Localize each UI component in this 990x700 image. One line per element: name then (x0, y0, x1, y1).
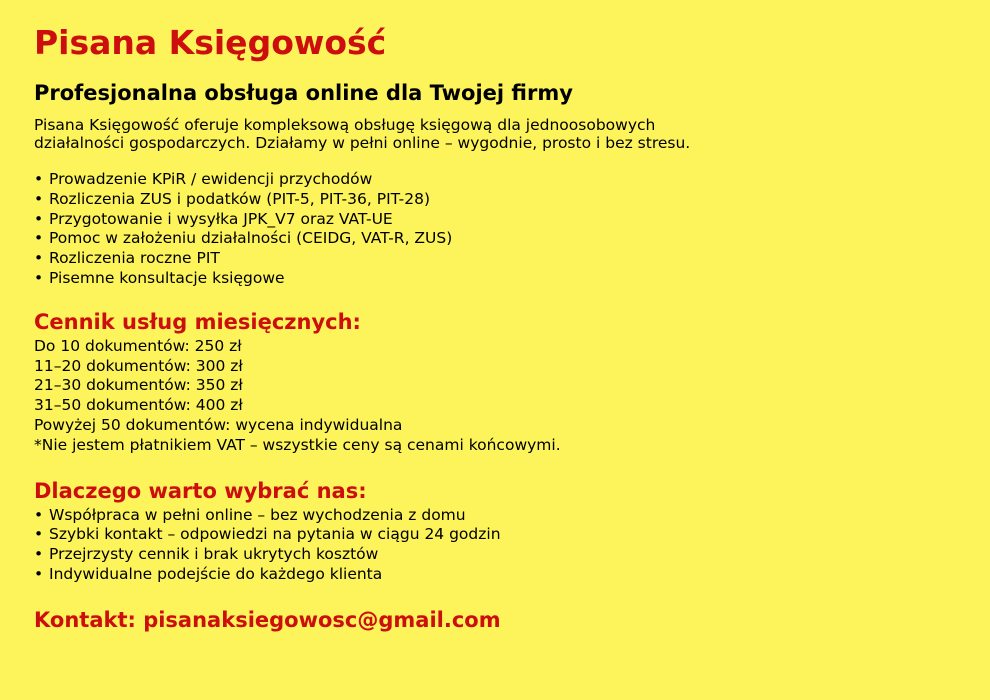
bullet-icon: • (34, 268, 44, 287)
why-text: Indywidualne podejście do każdego klienta (49, 564, 383, 583)
service-text: Przygotowanie i wysyłka JPK_V7 oraz VAT-UE (49, 209, 393, 228)
bullet-icon: • (34, 564, 44, 583)
list-item (34, 545, 956, 565)
list-item (34, 229, 956, 249)
bullet-icon: • (34, 545, 44, 564)
bullet-icon: • (34, 229, 44, 248)
list-item (34, 565, 956, 585)
list-item (34, 170, 956, 190)
why-list (34, 506, 956, 585)
why-heading: Dlaczego warto wybrać nas: (34, 478, 367, 503)
service-text: Rozliczenia roczne PIT (49, 249, 220, 268)
price-row: Powyżej 50 dokumentów: wycena indywidualna (34, 415, 403, 434)
bullet-icon: • (34, 249, 44, 268)
service-text: Prowadzenie KPiR / ewidencji przychodów (49, 170, 373, 188)
intro-paragraph (34, 116, 956, 152)
why-text: Szybki kontakt – odpowiedzi na pytania w ciągu 24 godzin (49, 525, 501, 544)
pricing-list (34, 337, 956, 456)
bullet-icon: • (34, 170, 44, 188)
list-item (34, 249, 956, 269)
service-text: Rozliczenia ZUS i podatków (PIT-5, PIT-36, PIT-28) (49, 189, 431, 208)
list-item (34, 506, 956, 526)
intro-line-2: działalności gospodarczych. Działamy w pełni online – wygodnie, prosto i bez stresu. (34, 134, 691, 152)
intro-line-1: Pisana Księgowość oferuje kompleksową obsługę księgową dla jednoosobowych (34, 116, 656, 134)
pricing-heading: Cennik usług miesięcznych: (34, 309, 361, 334)
page-subtitle: Profesjonalna obsługa online dla Twojej firmy (34, 81, 573, 105)
bullet-icon: • (34, 525, 44, 544)
services-list (34, 170, 956, 289)
price-row: 31–50 dokumentów: 400 zł (34, 396, 243, 415)
price-row: 11–20 dokumentów: 300 zł (34, 356, 243, 375)
bullet-icon: • (34, 189, 44, 208)
service-text: Pisemne konsultacje księgowe (49, 268, 285, 287)
list-item (34, 525, 956, 545)
why-text: Przejrzysty cennik i brak ukrytych kosztów (49, 545, 379, 564)
contact-email: Kontakt: pisanaksiegowosc@gmail.com (34, 607, 501, 632)
list-item (34, 210, 956, 230)
list-item (34, 269, 956, 289)
service-text: Pomoc w założeniu działalności (CEIDG, VAT-R, ZUS) (49, 229, 453, 248)
vat-note: *Nie jestem płatnikiem VAT – wszystkie ceny są cenami końcowymi. (34, 435, 561, 454)
bullet-icon: • (34, 209, 44, 228)
price-row: Do 10 dokumentów: 250 zł (34, 336, 242, 355)
bullet-icon: • (34, 505, 44, 524)
page-title: Pisana Księgowość (34, 23, 387, 62)
why-text: Współpraca w pełni online – bez wychodzenia z domu (49, 505, 466, 524)
list-item (34, 190, 956, 210)
price-row: 21–30 dokumentów: 350 zł (34, 376, 243, 395)
